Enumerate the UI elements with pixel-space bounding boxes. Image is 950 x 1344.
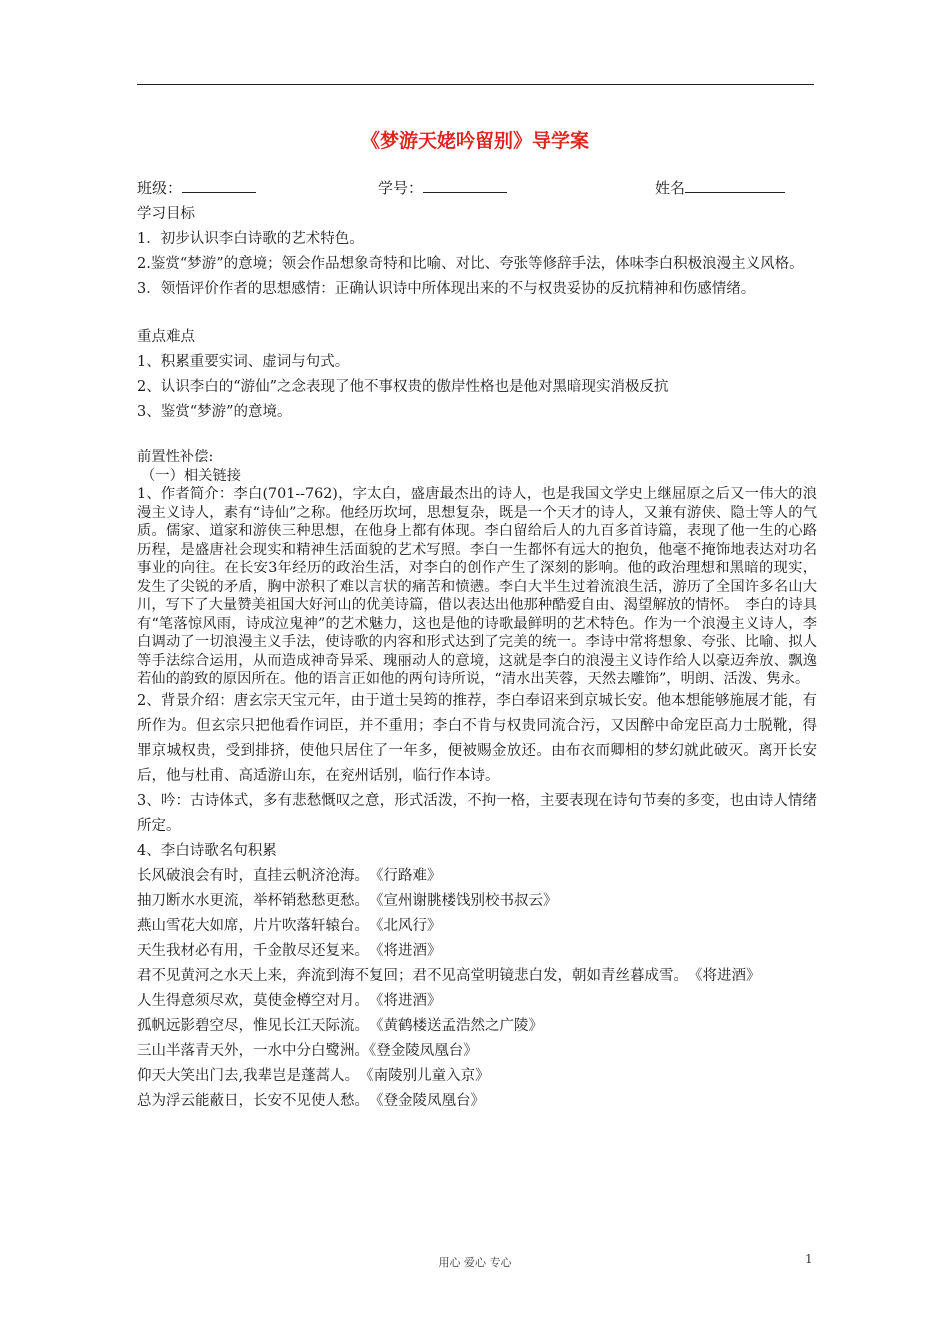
quote-line: 抽刀断水水更流，举杯销愁愁更愁。 《宣州谢朓楼饯别校书叔云》 [137, 892, 558, 909]
prep-subheading: （一）相关链接 [141, 467, 242, 484]
prep-heading: 前置性补偿: [137, 449, 214, 465]
class-label: 班级： [137, 179, 183, 197]
class-blank[interactable] [182, 178, 256, 193]
student-info-row [137, 174, 817, 202]
author-intro: 1、作者简介：李白(701--762)，字太白，盛唐最杰出的诗人，也是我国文学史上继屈原之后又一伟大的浪漫主义诗人，素有“诗仙”之称。他经历坎坷，思想复杂，既是一个天才的诗人，又兼有游侠、隐士等人的气质。儒家、道家和游侠三种思想，在他身上都有体现。李白留给后人的九百多首诗篇，表现了他一生的心路历程，是盛唐社会现实和精神生活面貌的艺术写照。李白一生都怀有远大的抱负，他毫不掩饰地表达对功名事业的向往。在长安3年经历的政治生活，对李白的创作产生了深刻的影响。他的政治理想和黑暗的现实，发生了尖锐的矛盾，胸中淤积了难以言状的痛苦和愤懑。李白大半生过着流浪生活，游历了全国许多名山大川，写下了大量赞美祖国大好河山的优美诗篇，借以表达出他那种酷爱自由、渴望解放的情怀。 李白的诗具有“笔落惊风雨，诗成泣鬼神”的艺术魅力，这也是他的诗歌最鲜明的艺术特色。作为一个浪漫主义诗人，李白调动了一切浪漫主义手法，使诗歌的内容和形式达到了完美的统一。李诗中常将想象、夸张、比喻、拟人等手法综合运用，从而造成神奇异采、瑰丽动人的意境，这就是李白的浪漫主义诗作给人以豪迈奔放、飘逸若仙的韵致的原因所在。他的语言正如他的两句诗所说，“清水出芙蓉，天然去雕饰”，明朗、活泼、隽永。 [137, 486, 817, 687]
quote-line: 仰天大笑出门去,我辈岂是蓬蒿人。 《南陵别儿童入京》 [137, 1067, 490, 1084]
header-rule [137, 84, 814, 85]
keypoint-item-2: 2、认识李白的“游仙”之念表现了他不事权贵的傲岸性格也是他对黑暗现实消极反抗 [137, 379, 669, 395]
quote-line: 总为浮云能蔽日，长安不见使人愁。 《登金陵凤凰台》 [137, 1092, 485, 1109]
id-field [378, 177, 507, 198]
keypoints-heading: 重点难点 [137, 329, 195, 345]
quote-line: 君不见黄河之水天上来，奔流到海不复回；君不见高堂明镜悲白发，朝如青丝暮成雪。 《将进酒》 [137, 967, 761, 984]
name-blank[interactable] [685, 178, 785, 193]
keypoint-item-1: 1、积累重要实词、虚词与句式。 [137, 354, 350, 370]
goal-item-2: 2.鉴赏“梦游”的意境；领会作品想象奇特和比喻、对比、夸张等修辞手法，体味李白积极浪漫主义风格。 [137, 256, 804, 272]
spacer [137, 302, 817, 325]
goal-item-3: 3．领悟评价作者的思想感情：正确认识诗中所体现出来的不与权贵妥协的反抗精神和伤感情绪。 [137, 281, 756, 297]
quote-line: 天生我材必有用，千金散尽还复来。 《将进酒》 [137, 942, 442, 959]
quotes-heading: 4、李白诗歌名句积累 [137, 842, 277, 859]
background-intro: 2、背景介绍：唐玄宗天宝元年，由于道士吴筠的推荐，李白奉诏来到京城长安。他本想能够施展才能，有所作为。但玄宗只把他看作词臣，并不重用；李白不肯与权贵同流合污，又因醉中命宠臣高力士脱靴，得罪京城权贵，受到排挤，使他只居住了一年多，便被赐金放还。由布衣而卿相的梦幻就此破灭。离开长安后，他与杜甫、高适游山东，在兖州话别，临行作本诗。 [137, 692, 817, 784]
id-blank[interactable] [423, 178, 507, 193]
quote-line: 燕山雪花大如席，片片吹落轩辕台。 《北风行》 [137, 917, 442, 934]
class-field [137, 177, 256, 198]
quote-line: 三山半落青天外，一水中分白鹭洲。《登金陵凤凰台》 [137, 1042, 478, 1059]
quote-line: 孤帆远影碧空尽，惟见长江天际流。 《黄鹤楼送孟浩然之广陵》 [137, 1017, 543, 1034]
document-body [137, 174, 817, 1114]
goals-heading: 学习目标 [137, 206, 195, 222]
keypoint-item-3: 3、鉴赏“梦游”的意境。 [137, 404, 292, 420]
name-label: 姓名 [655, 179, 686, 197]
id-label: 学号： [378, 179, 424, 197]
goal-item-1: 1．初步认识李白诗歌的艺术特色。 [137, 231, 364, 247]
name-field [655, 177, 785, 198]
quote-line: 人生得意须尽欢，莫使金樽空对月。 《将进酒》 [137, 992, 442, 1009]
yin-explanation: 3、吟：古诗体式，多有悲愁慨叹之意，形式活泼，不拘一格，主要表现在诗句节奏的多变，也由诗人情绪所定。 [137, 792, 817, 834]
page-title: 《梦游天姥吟留别》导学案 [360, 130, 589, 152]
quote-line: 长风破浪会有时，直挂云帆济沧海。 《行路难》 [137, 867, 442, 884]
footer-motto: 用心 爱心 专心 [438, 1256, 512, 1269]
spacer [137, 425, 817, 448]
page-number: 1 [805, 1252, 813, 1266]
